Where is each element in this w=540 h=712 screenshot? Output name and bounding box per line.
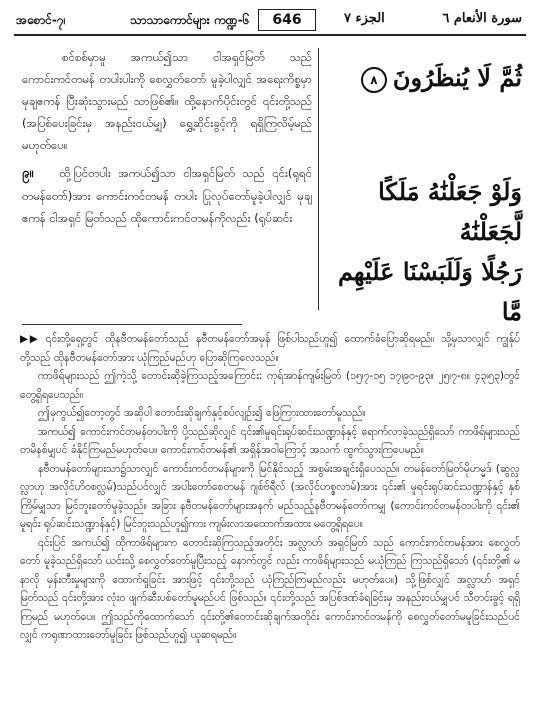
verse-9-arabic-line2: رَجُلًا وَلَلَبَسْنَا عَلَيْهِم مَّا	[337, 257, 522, 326]
verse-block	[14, 42, 526, 326]
page-header	[14, 8, 526, 36]
translation-column	[22, 46, 312, 229]
ayah-number-mark: ٨	[361, 67, 387, 93]
footnote-separator	[22, 324, 242, 325]
juz-label: الجزء ٧	[344, 11, 385, 26]
page-number: 646	[258, 9, 316, 31]
footnote-arrow-icon: ▶▶	[20, 333, 40, 345]
footnotes	[20, 330, 520, 645]
footnote-2: ကာဖိရ်များသည် ဤကဲ့သို့ တောင်းဆိုခဲ့ကြသည့်အကြောင်း: ကုရ်အာန်ကျမ်းမြတ် (၁၅၊၇-၁၅ ၁၇၊၉၀-၉၃။ ၂၅၊၇-၈။ ၄၃၊၅၃)တွင် တွေ့ရှိရပေသည်။	[20, 370, 520, 401]
footnote-1: ▶▶ ၎င်းတို့ရှေ့တွင် ထိုနဗီတမန်တော်သည် နဗီတမန်တော်အမှန် ဖြစ်ပါသည်ဟူ၍ ထောက်ခံပြောဆိုရမည်။ သို့မှသာလျှင် ကျွန်ုပ်တို့သည် ထိုနဗီတမန်တော်အား ယုံကြည်မည်ဟု ပြောဆိုကြလေသည်။	[20, 333, 520, 364]
verse-8-translation: စင်စစ်မှာမူ အကယ်၍သာ ငါအရှင်မြတ် သည် ကောင်းကင်တမန် တပါးပါးကို စေလွှတ်တော် မူခဲ့ပါလျှင် အရေးကိစ္စမှာ မုချဧကန် ပြီးဆုံးသွားမည် သာဖြစ်၏။ ထို့နောက်ပိုင်းတွင် ၎င်းတို့သည် (အပြစ်ပေးခြင်းမှ အနည်းငယ်မျှ) ရွှေ့ဆိုင်းခွင့်ကို ရရှိကြလိမ့်မည် မဟုတ်ပေ။	[22, 50, 312, 152]
footnote-4: အကယ်၍ ကောင်းကင်တမန်တပါးကို ပို့သည်ဆိုလျှင် ၎င်း၏မူရင်းရုပ်ဆင်းသဏ္ဍာန်နှင့် ရောက်လာခဲ့သည်ရှိသော် ကာဖိရ်များသည် တမိနစ်မျှပင် ခံနိုင်ကြမည်မဟုတ်ပေ။ ကောင်းကင်တမန်၏ အရှိန်အဝါကြောင့် အသက် ထွက်သွားကြပေမည်။	[20, 425, 520, 456]
section-label: သာသာကောင်များ ကဏ္ဍ-၆	[130, 13, 250, 27]
column-divider	[318, 48, 319, 310]
arabic-column	[326, 42, 522, 332]
verse-9-translation: ၉။ ထို့ပြင်တပါး အကယ်၍သာ ငါအရှင်မြတ် သည် ၎င်း(ရုရင်တမန်တော်)အား ကောင်းကင်တမန် တပါး ပြုလုပ်တော်မူခဲ့ပါလျှင် မုချဧကန် ငါအရှင် မြတ်သည် ထိုကောင်းကင်တမန်ကိုလည်း (ရုပ်ဆင်း	[22, 166, 312, 225]
verse-9-arabic-line1: وَلَوْ جَعَلْنَٰهُ مَلَكًا لَّجَعَلْنَٰهُ	[378, 177, 522, 246]
footnote-6: ၎င်းပြင် အကယ်၍ ထိုကာဖိရ်များက တောင်းဆိုကြသည့်အတိုင်း အလ္လာဟ် အရှင်မြတ် သည် ကောင်းကင်တမန်အား စေလွှတ်တော် မူခဲ့သည်ရှိသော် ယင်းသို့ စေလွှတ်တော်မူပြီးသည့် နောက်တွင် လည်း ကာဖိရ်များသည် မယုံကြည် ကြသည်ရှိသော် (၎င်းတို့၏ မနာလို မှန်းတီးမှုများကို ထောက်ရှုခြင်း အားဖြင့် ၎င်းတို့သည် ယုံကြည်ကြမည်လည်း မဟုတ်ပေ။) သို့ဖြစ်လျှင် အလ္လာဟ် အရှင်မြတ်သည် ၎င်းတို့အား လုံးဝ ဖျက်ဆီးပစ်တော်မူမည်ပင် ဖြစ်သည်။ ၎င်းတို့သည် အပြစ်ဒဏ်ခံရခြင်းမှ အနည်းငယ်မျှပင် သီတင်းခွင့် ရရှိကြမည် မဟုတ်ပေ။ ဤသည်ကိုထောက်သော် ၎င်းတို့၏တောင်းဆိုချက်အတိုင်း ကောင်းကင်တမန်ကို စေလွှတ်တော်မမူခြင်းသည်ပင်လျှင် ကရုဏာထားတော်မူခြင်း ဖြစ်သည်ဟူ၍ ယူဆရမည်။	[20, 536, 520, 641]
footnote-3: ဤမှကွယ်၍တော့တွင် အဆိုပါ တောင်းဆိုချက်နှင့်စပ်လျဉ်း၍ ဖြေကြားထားတော်မူသည်။	[38, 407, 366, 419]
quran-page	[14, 8, 526, 704]
surah-label: سورة الأنعام ٦	[442, 11, 522, 26]
footnote-5: နဗီတမန်တော်များသာ၌သာလျှင် ကောင်းကင်တမန်များကို မြင်နိုင်သည့် အစွမ်းအချင်းရှိပေသည်။ တမန်တော်မြတ်မိုဟမ္မဒ် (ဆွလ္လလ္လာဟု အလိုင်ဟိဝစလ္လမ်)သည်ပင်လျှင် အပါးတော်စေတမန် ဂျစ်ဗ်ရီလ် (အလိုင်ဟစ္စလာမ်)အား ၎င်း၏ မူရင်းရုပ်ဆင်းသဏ္ဍာန်နှင့် နှစ်ကြိမ်မျှသာ မြင်ဘူးတော်မူခဲ့သည်။ အခြား နဗီတမန်တော်များအနက် မည်သည့်နဗီတမန်တော်ကမျှ (ကောင်းကင်တမန်တပါးကို ၎င်း၏ မူရင်း ရုပ်ဆင်းသဏ္ဍာန်နှင့်) မြင်ဘူးသည်ဟူ၍ကား ကျမ်းလာအထောက်အထား မတွေ့ရှိရပေ။	[20, 462, 520, 530]
verse-8-arabic: ثُمَّ لَا يُنظَرُونَ٨	[326, 58, 522, 98]
volume-label: အစောင်-၇၊	[16, 13, 66, 27]
verse-9-number: ၉။	[22, 166, 34, 181]
